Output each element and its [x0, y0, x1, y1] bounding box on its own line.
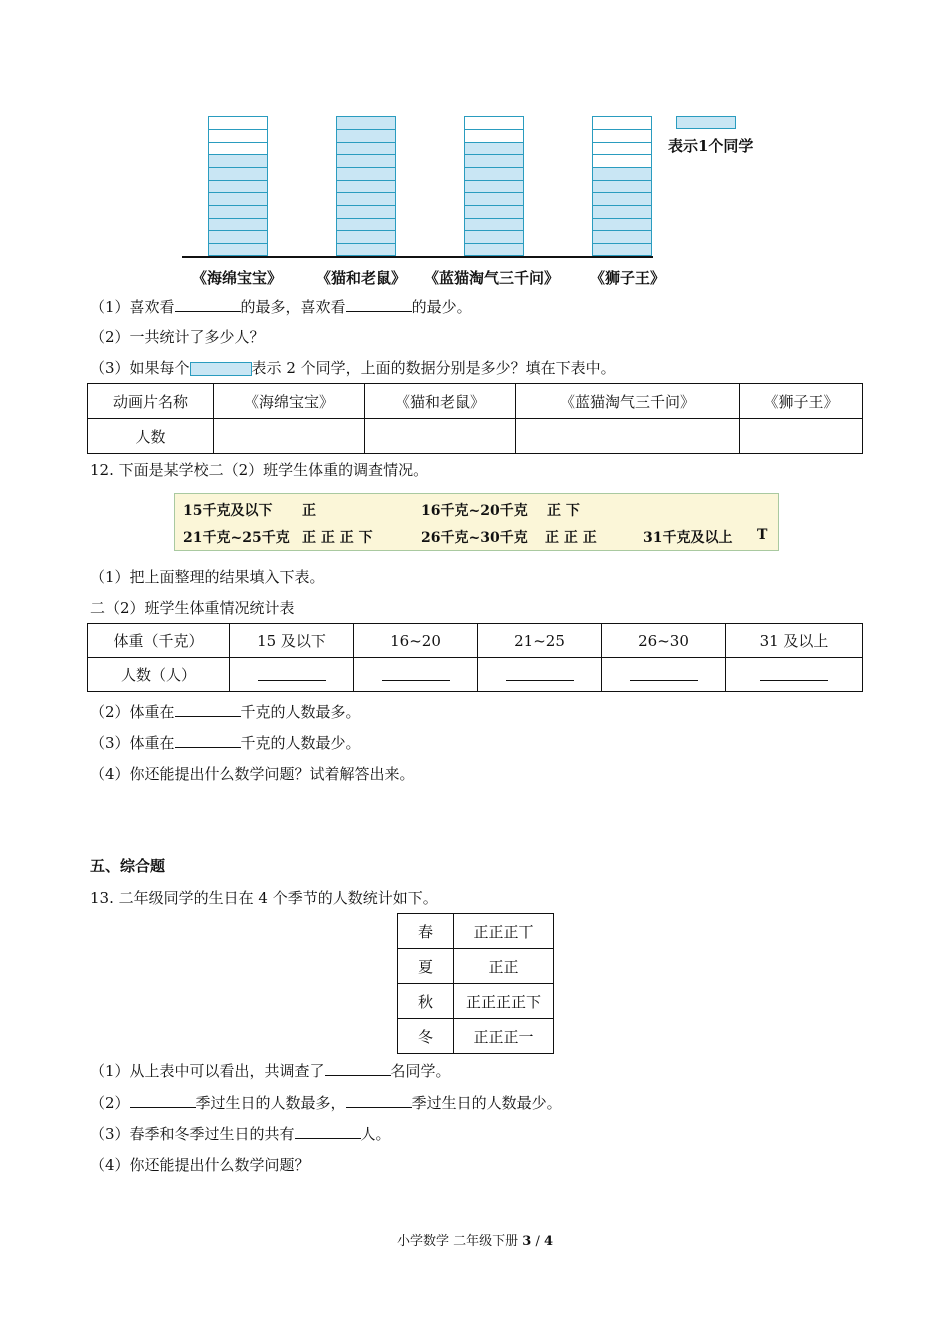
bar-unit: [592, 243, 652, 256]
q11-table: [87, 383, 863, 454]
season-cell: 冬: [398, 1019, 454, 1054]
q11-part3: [90, 358, 616, 378]
answer-blank[interactable]: [346, 1093, 412, 1108]
tally-mark: 正 正 正 下: [302, 530, 373, 546]
table-row: [398, 1019, 554, 1054]
bar-unit: [592, 180, 652, 193]
q12-p2-text-a: （2）体重在: [90, 703, 175, 721]
q13-p3-text-a: （3）春季和冬季过生日的共有: [90, 1125, 295, 1143]
x-tick-label: 《蓝猫淘气三千问》: [424, 269, 560, 287]
table-header-row: [88, 384, 863, 419]
bar-unit: [336, 218, 396, 231]
tally-cell: 正正正正下: [454, 984, 554, 1019]
answer-blank[interactable]: [175, 733, 241, 748]
season-cell: 夏: [398, 949, 454, 984]
bar-unit: [336, 142, 396, 155]
column-header: 《蓝猫淘气三千问》: [516, 384, 740, 419]
bar: [208, 116, 268, 256]
column-header: 《狮子王》: [740, 384, 863, 419]
bar-unit: [464, 154, 524, 167]
q13-part2: [90, 1093, 562, 1113]
answer-cell[interactable]: [740, 419, 863, 454]
bar-unit: [592, 142, 652, 155]
answer-cell[interactable]: [365, 419, 516, 454]
tally-cell: 正正: [454, 949, 554, 984]
bar-unit: [208, 218, 268, 231]
q12-p2-text-b: 千克的人数最多。: [240, 703, 361, 721]
bar-unit: [208, 243, 268, 256]
column-header: 《海绵宝宝》: [214, 384, 365, 419]
bar-unit: [592, 218, 652, 231]
q13-p2-text-a: （2）: [90, 1094, 130, 1112]
q13-p2-text-c: 季过生日的人数最少。: [411, 1094, 562, 1112]
bar: [592, 116, 652, 256]
table-row: [88, 419, 863, 454]
tally-label: 15千克及以下: [183, 503, 273, 519]
q12-table: [87, 623, 863, 692]
bar-unit: [336, 192, 396, 205]
answer-blank[interactable]: [130, 1093, 196, 1108]
q12-part3: [90, 733, 361, 753]
column-header: 《猫和老鼠》: [365, 384, 516, 419]
tally-label: 26千克~30千克: [421, 530, 528, 546]
bar-unit: [208, 192, 268, 205]
q13-p1-text-b: 名同学。: [390, 1062, 451, 1080]
bar-unit: [208, 205, 268, 218]
bar-unit: [336, 230, 396, 243]
bar-unit: [208, 230, 268, 243]
bar-unit: [336, 154, 396, 167]
chart-baseline: [182, 256, 653, 258]
row-label: 人数（人）: [88, 658, 230, 692]
column-header: 15 及以下: [230, 624, 354, 658]
q11-part1: [90, 297, 472, 317]
bar-unit: [208, 142, 268, 155]
bar-unit: [336, 243, 396, 256]
bar: [336, 116, 396, 256]
footer-separator: /: [535, 1234, 540, 1249]
q11-p3-text-b: 表示 2 个同学，上面的数据分别是多少？填在下表中。: [251, 359, 616, 377]
bar-unit: [592, 205, 652, 218]
bar-unit: [464, 205, 524, 218]
season-cell: 秋: [398, 984, 454, 1019]
q13-part3: [90, 1124, 391, 1144]
footer-page-number: 3: [522, 1234, 532, 1249]
q12-part1: （1）把上面整理的结果填入下表。: [90, 568, 325, 586]
bar-unit: [592, 129, 652, 142]
q13-p2-text-b: 季过生日的人数最多，: [195, 1094, 346, 1112]
bar-unit: [592, 167, 652, 180]
x-tick-label: 《海绵宝宝》: [192, 269, 283, 287]
q11-p1-text-a: （1）喜欢看: [90, 298, 175, 316]
bar-unit: [464, 142, 524, 155]
bar-unit: [336, 205, 396, 218]
bar-unit: [464, 230, 524, 243]
table-row: [88, 658, 863, 692]
x-tick-label: 《猫和老鼠》: [316, 269, 407, 287]
column-header: 动画片名称: [88, 384, 214, 419]
legend-swatch: [676, 116, 736, 129]
answer-blank[interactable]: [295, 1124, 361, 1139]
bar-unit: [208, 167, 268, 180]
section-heading: 五、综合题: [90, 857, 166, 875]
column-header: 21~25: [478, 624, 602, 658]
tally-mark: 正 正 正: [545, 530, 597, 546]
bar-unit: [336, 167, 396, 180]
column-header: 31 及以上: [726, 624, 863, 658]
column-header: 体重（千克）: [88, 624, 230, 658]
footer-total-pages: 4: [543, 1234, 554, 1249]
answer-cell[interactable]: [214, 419, 365, 454]
row-label: 人数: [88, 419, 214, 454]
bar-unit: [336, 180, 396, 193]
q13-part1: [90, 1061, 451, 1081]
answer-cell[interactable]: [478, 658, 602, 692]
tally-label: 16千克~20千克: [421, 503, 528, 519]
bar-unit: [336, 116, 396, 129]
bar-unit: [464, 192, 524, 205]
answer-blank[interactable]: [175, 702, 241, 717]
column-header: 16~20: [354, 624, 478, 658]
q13-p1-text-a: （1）从上表中可以看出，共调查了: [90, 1062, 325, 1080]
tally-cell: 正正正一: [454, 1019, 554, 1054]
q11-part2: （2）一共统计了多少人？: [90, 328, 265, 346]
q11-p1-text-b: 的最多，喜欢看: [240, 298, 346, 316]
tally-label: 21千克~25千克: [183, 530, 290, 546]
answer-cell[interactable]: [602, 658, 726, 692]
unit-swatch-icon: [190, 362, 252, 376]
answer-cell[interactable]: [516, 419, 740, 454]
q12-p3-text-b: 千克的人数最少。: [240, 734, 361, 752]
answer-blank[interactable]: [175, 297, 241, 312]
bar-unit: [208, 129, 268, 142]
tally-mark: T: [757, 527, 768, 543]
tally-survey-box: [174, 493, 779, 551]
bar-unit: [592, 116, 652, 129]
bar-unit: [464, 129, 524, 142]
table-row: [398, 949, 554, 984]
footer-text: 小学数学 二年级下册: [396, 1234, 519, 1249]
answer-blank[interactable]: [325, 1061, 391, 1076]
bar-unit: [592, 192, 652, 205]
tally-mark: 正: [302, 503, 316, 519]
table-row: [398, 914, 554, 949]
answer-blank[interactable]: [346, 297, 412, 312]
column-header: 26~30: [602, 624, 726, 658]
q12-title: 12. 下面是某学校二（2）班学生体重的调查情况。: [90, 461, 429, 479]
bar-unit: [464, 180, 524, 193]
tally-cell: 正正正丅: [454, 914, 554, 949]
bar-unit: [464, 243, 524, 256]
q12-part4: （4）你还能提出什么数学问题？试着解答出来。: [90, 765, 415, 783]
tally-mark: 正 下: [547, 503, 580, 519]
bar-unit: [208, 154, 268, 167]
legend-label: 表示1个同学: [668, 137, 754, 155]
bar-unit: [208, 180, 268, 193]
bar-unit: [592, 154, 652, 167]
bar: [464, 116, 524, 256]
table-row: [398, 984, 554, 1019]
bar-unit: [208, 116, 268, 129]
bar-unit: [464, 218, 524, 231]
q13-title: 13. 二年级同学的生日在 4 个季节的人数统计如下。: [90, 889, 438, 907]
q12-part2: [90, 702, 361, 722]
season-cell: 春: [398, 914, 454, 949]
answer-cell[interactable]: [354, 658, 478, 692]
page-footer: [0, 1230, 950, 1249]
season-tally-table: [397, 913, 554, 1054]
q11-p3-text-a: （3）如果每个: [90, 359, 190, 377]
bar-unit: [464, 116, 524, 129]
tally-label: 31千克及以上: [643, 530, 733, 546]
answer-cell[interactable]: [230, 658, 354, 692]
bar-unit: [592, 230, 652, 243]
table-header-row: [88, 624, 863, 658]
bar-unit: [464, 167, 524, 180]
q13-p3-text-b: 人。: [360, 1125, 391, 1143]
x-tick-label: 《狮子王》: [590, 269, 666, 287]
q12-table-title: 二（2）班学生体重情况统计表: [90, 599, 295, 617]
answer-cell[interactable]: [726, 658, 863, 692]
q12-p3-text-a: （3）体重在: [90, 734, 175, 752]
q11-p1-text-c: 的最少。: [411, 298, 472, 316]
bar-unit: [336, 129, 396, 142]
q13-part4: （4）你还能提出什么数学问题？: [90, 1156, 310, 1174]
